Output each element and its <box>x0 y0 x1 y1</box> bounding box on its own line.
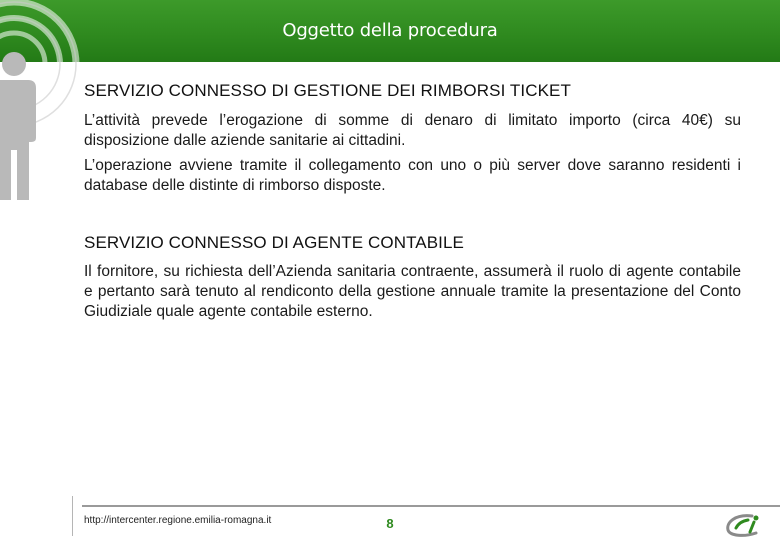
footer-url-link[interactable]: http://intercenter.regione.emilia-romagna.it <box>84 515 272 526</box>
paragraph-agente-contabile: Il fornitore, su richiesta dell’Azienda sanitaria contraente, assumerà il ruolo di agente contabile e pertanto sarà tenuto al rendiconto della gestione annuale tramite la presentazione del Conto Giudiziale quale agente contabile esterno. <box>84 263 741 320</box>
paragraph-rimborsi-1: L’attività prevede l’erogazione di somme di denaro di limitato importo (circa 40€) su disposizione dalle aziende sanitarie ai cittadini. <box>84 112 741 149</box>
page-title: Oggetto della procedura <box>282 20 498 41</box>
page-number: 8 <box>386 516 394 531</box>
section-heading-rimborsi-ticket: SERVIZIO CONNESSO DI GESTIONE DEI RIMBORSI TICKET <box>84 81 571 100</box>
paragraph-rimborsi-2: L’operazione avviene tramite il collegamento con uno o più server dove saranno residenti i database delle distinte di rimborso disposte. <box>84 157 741 194</box>
content-area <box>84 80 741 322</box>
intercenter-logo-icon <box>722 508 778 538</box>
section-heading-agente-contabile: SERVIZIO CONNESSO DI AGENTE CONTABILE <box>84 233 464 252</box>
footer-divider <box>82 505 780 507</box>
